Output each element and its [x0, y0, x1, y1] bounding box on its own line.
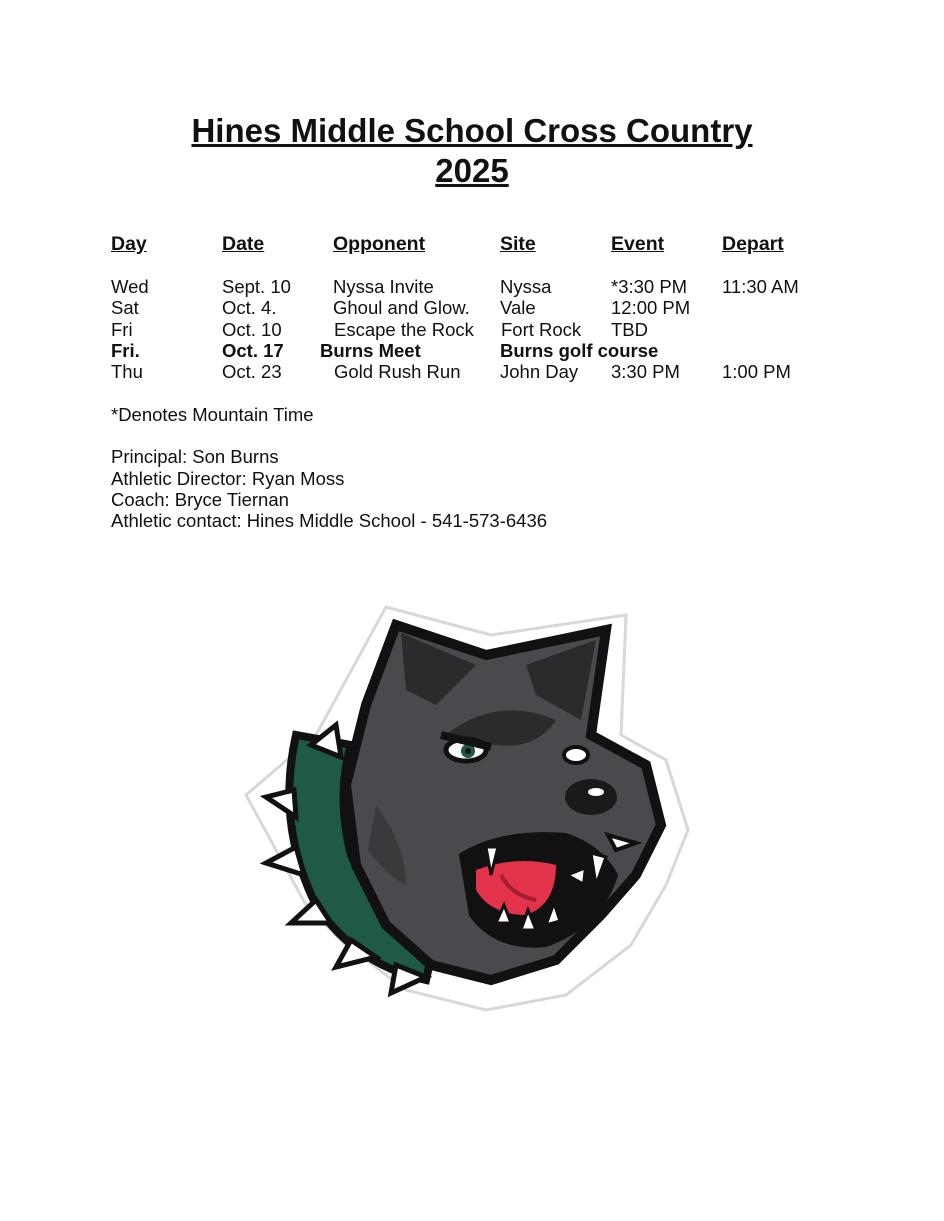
table-row-cell-site: Fort Rock: [501, 319, 582, 340]
coach-line: Coach: Bryce Tiernan: [111, 489, 289, 510]
table-row-cell-opponent: Ghoul and Glow.: [333, 297, 470, 318]
table-row-cell-site: Nyssa: [500, 276, 552, 297]
header-date: Date: [222, 233, 265, 255]
table-row-cell-date: Oct. 4.: [222, 297, 277, 318]
table-row-cell-event: 12:00 PM: [611, 297, 691, 318]
table-row-cell-opponent: Gold Rush Run: [334, 361, 461, 382]
header-day: Day: [111, 233, 147, 255]
table-row-cell-day: Sat: [111, 297, 139, 318]
athletic-director-line: Athletic Director: Ryan Moss: [111, 468, 345, 489]
table-row-cell-day: Wed: [111, 276, 149, 297]
table-row-cell-date: Oct. 10: [222, 319, 282, 340]
header-event: Event: [611, 233, 665, 255]
table-row-cell-day: Fri.: [111, 340, 140, 361]
header-opponent: Opponent: [333, 233, 426, 255]
mountain-time-note: *Denotes Mountain Time: [111, 404, 314, 425]
table-row-cell-opponent: Burns Meet: [320, 340, 421, 361]
athletic-contact-line: Athletic contact: Hines Middle School - 541-573-6436: [111, 510, 548, 531]
table-row-cell-date: Oct. 23: [222, 361, 282, 382]
table-row-cell-day: Fri: [111, 319, 133, 340]
table-row-cell-site: John Day: [500, 361, 579, 382]
table-row-cell-date: Sept. 10: [222, 276, 291, 297]
table-row-cell-opponent: Escape the Rock: [334, 319, 474, 340]
principal-line: Principal: Son Burns: [111, 446, 279, 467]
table-row-cell-opponent: Nyssa Invite: [333, 276, 434, 297]
header-site: Site: [500, 233, 536, 255]
table-row-cell-depart: 11:30 AM: [722, 276, 799, 297]
table-row-cell-event: *3:30 PM: [611, 276, 688, 297]
table-row-cell-day: Thu: [111, 361, 143, 382]
page-title: Hines Middle School Cross Country: [191, 112, 753, 149]
header-depart: Depart: [722, 233, 784, 255]
page-title-year: 2025: [435, 152, 509, 189]
table-row-cell-date: Oct. 17: [222, 340, 284, 361]
table-row-cell-site: Burns golf course: [500, 340, 659, 361]
table-row-cell-event: 3:30 PM: [611, 361, 680, 382]
bulldog-mascot-icon: [236, 585, 702, 1015]
table-row-cell-depart: 1:00 PM: [722, 361, 791, 382]
table-row-cell-event: TBD: [611, 319, 648, 340]
table-row-cell-site: Vale: [500, 297, 536, 318]
